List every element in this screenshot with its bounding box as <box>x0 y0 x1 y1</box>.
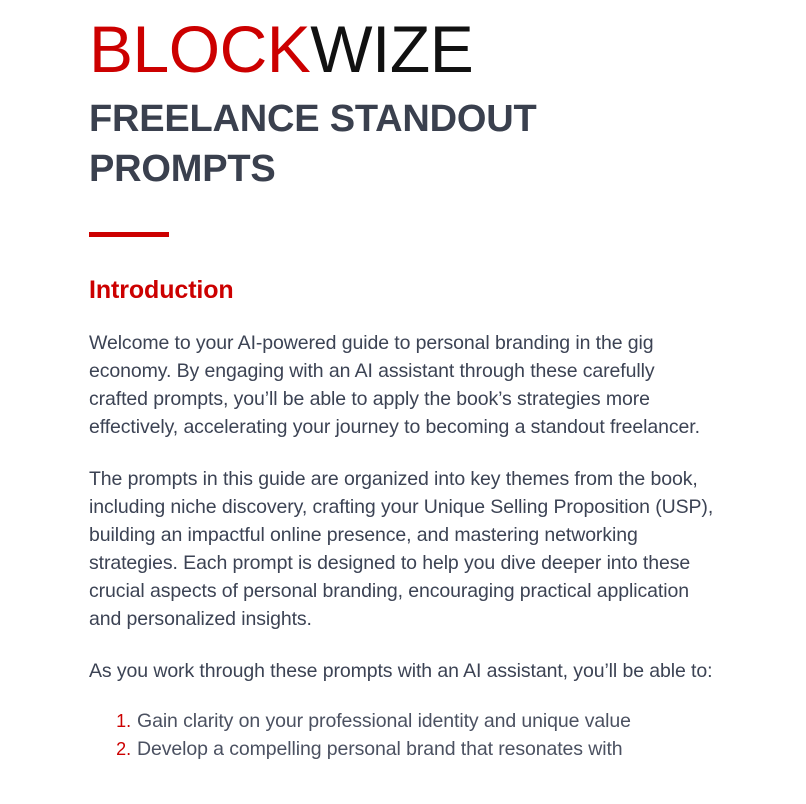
content-column <box>89 0 715 763</box>
section-divider <box>89 232 169 237</box>
page-title: FREELANCE STANDOUT PROMPTS <box>89 98 537 191</box>
list-item: Gain clarity on your professional identity and unique value <box>137 710 631 733</box>
benefits-list <box>89 707 715 763</box>
intro-paragraph-3: As you work through these prompts with an AI assistant, you’ll be able to: <box>89 660 713 683</box>
intro-paragraph-1: Welcome to your AI-powered guide to personal branding in the gig economy. By engaging with an AI assistant through these carefully crafted prompts, you’ll be able to apply the book’s strategies more effectively, accelerating your journey to becoming a standout freelancer. <box>89 332 700 439</box>
intro-paragraph-2: The prompts in this guide are organized into key themes from the book, including niche discovery, crafting your Unique Selling Proposition (USP), building an impactful online presence, and mastering networking strategies. Each prompt is designed to help you dive deeper into these crucial aspects of personal branding, encouraging practical application and personalized insights. <box>89 468 714 631</box>
section-heading-introduction: Introduction <box>89 276 234 305</box>
brand-logo-primary: BLOCK <box>89 12 311 86</box>
brand-logo-secondary: WIZE <box>310 12 474 86</box>
brand-logo <box>89 0 715 86</box>
list-item: Develop a compelling personal brand that resonates with <box>137 738 623 761</box>
